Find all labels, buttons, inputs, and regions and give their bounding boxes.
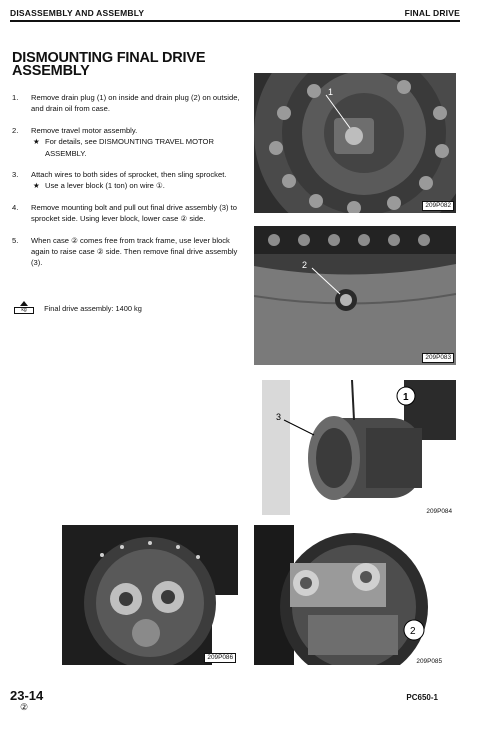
step-number: 3.	[12, 170, 19, 180]
photo-callout-wire: 1	[403, 392, 409, 403]
photo-caption: 209P083	[422, 353, 454, 363]
header-rule	[10, 20, 460, 22]
photo-final-drive-face	[62, 525, 238, 665]
photo-caption: 209P084	[426, 508, 452, 515]
title-line-2: ASSEMBLY	[12, 63, 90, 79]
step-text: Remove drain plug (1) on inside and drain plug (2) on outside, and drain oil from case.	[31, 93, 240, 114]
weight-text: Final drive assembly: 1400 kg	[44, 304, 142, 313]
step-text: When case ② comes free from track frame, use lever block again to raise case ② side. Then remove final drive assembly (3).	[31, 235, 238, 268]
step-5	[12, 235, 244, 269]
photo-sprocket-case	[254, 525, 456, 665]
weight-note	[14, 304, 142, 314]
model-number: PC650-1	[406, 693, 438, 702]
step-2	[12, 125, 244, 159]
star-icon: ★	[33, 137, 40, 147]
photo-callout: 2	[302, 260, 308, 270]
step-text: Attach wires to both sides of sprocket, then sling sprocket.	[31, 170, 227, 180]
page-title	[12, 52, 242, 78]
procedure-steps	[12, 92, 244, 279]
step-number: 5.	[12, 235, 19, 245]
step-1	[12, 92, 244, 115]
step-text: Remove mounting bolt and pull out final drive assembly (3) to sprocket side. Using lever block, lower case ② side.	[31, 202, 237, 224]
step-note	[31, 136, 244, 159]
photo-final-drive-removal	[254, 380, 456, 515]
photo-callout-assembly: 3	[276, 412, 282, 422]
page-number: 23-14	[10, 688, 44, 703]
step-number: 1.	[12, 93, 19, 102]
title-line-1: DISMOUNTING FINAL DRIVE	[12, 50, 206, 66]
step-3	[12, 169, 244, 192]
photo-callout: 1	[328, 87, 334, 97]
weight-icon	[14, 304, 34, 314]
header-topic: FINAL DRIVE	[404, 8, 460, 18]
step-note	[31, 180, 244, 191]
page-header	[10, 6, 460, 20]
note-text: For details, see DISMOUNTING TRAVEL MOTOR ASSEMBLY.	[45, 137, 214, 158]
photo-caption: 209P086	[204, 653, 236, 663]
step-number: 2.	[12, 125, 19, 135]
note-text: Use a lever block (1 ton) on wire ①.	[45, 181, 165, 191]
photo-caption: 209P082	[422, 201, 454, 211]
step-4	[12, 202, 244, 225]
photo-drain-plug-outside	[254, 226, 456, 365]
star-icon: ★	[33, 181, 40, 191]
step-number: 4.	[12, 202, 19, 212]
photo-drain-plug-inside	[254, 73, 456, 213]
photo-caption: 209P085	[416, 658, 442, 665]
step-text: Remove travel motor assembly.	[31, 125, 138, 135]
weight-icon-label: kg	[14, 307, 34, 314]
header-section: DISASSEMBLY AND ASSEMBLY	[10, 8, 145, 18]
revision-mark: ②	[20, 702, 29, 712]
photo-callout: 2	[410, 626, 416, 637]
